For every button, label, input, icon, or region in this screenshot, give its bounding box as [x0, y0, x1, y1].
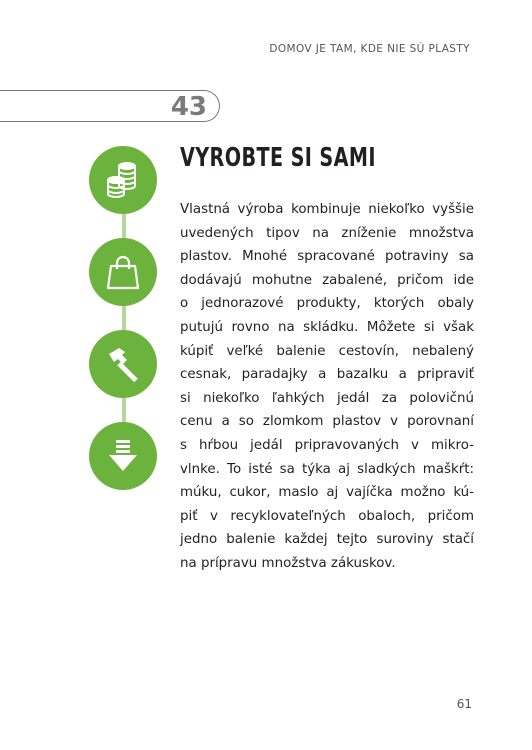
body-line: plastov. Mnohé spracované potraviny sa: [180, 249, 474, 265]
tip-number-tab: [0, 90, 220, 122]
body-line: s hŕbou jedál pripravovaných v mikro-: [180, 437, 474, 453]
tip-body: [180, 198, 474, 576]
body-line: cenu a so zlomkom plastov v porovnaní: [180, 414, 474, 430]
body-line: Vlastná výroba kombinuje niekoľko vyššie: [180, 202, 474, 217]
body-line: cesnak, paradajky a bazalku a pripraviť: [180, 367, 474, 383]
running-header: DOMOV JE TAM, KDE NIE SÚ PLASTY: [269, 43, 470, 55]
download-arrow-icon: [89, 422, 157, 490]
body-line: si niekoľko ľahkých jedál za polovičnú: [180, 390, 474, 406]
body-line: kúpiť veľké balenie cestovín, nebalený: [180, 343, 474, 359]
coins-icon: [89, 146, 157, 214]
tip-title: VYROBTE SI SAMI: [180, 143, 376, 173]
body-line: múku, cukor, maslo aj vajíčka možno kú-: [180, 485, 474, 501]
body-line: o jednorazové produkty, ktorých obaly: [180, 296, 474, 312]
page-number: 61: [456, 697, 472, 711]
body-line: na prípravu množstva zákuskov.: [180, 555, 396, 571]
hammer-icon: [89, 330, 157, 398]
body-line: jedno balenie každej tejto suroviny stačí: [180, 532, 474, 548]
body-line: uvedených tipov na zníženie množstva: [180, 225, 474, 241]
body-line: putujú rovno na skládku. Môžete si však: [180, 319, 474, 335]
body-line: piť v recyklovateľných obaloch, pričom: [180, 508, 474, 524]
shopping-bag-icon: [89, 238, 157, 306]
body-line: vlnke. To isté sa týka aj sladkých maškŕt:: [180, 461, 474, 477]
tip-number: 43: [170, 92, 207, 122]
body-line: dodávajú mohutne zabalené, pričom ide: [180, 272, 474, 288]
